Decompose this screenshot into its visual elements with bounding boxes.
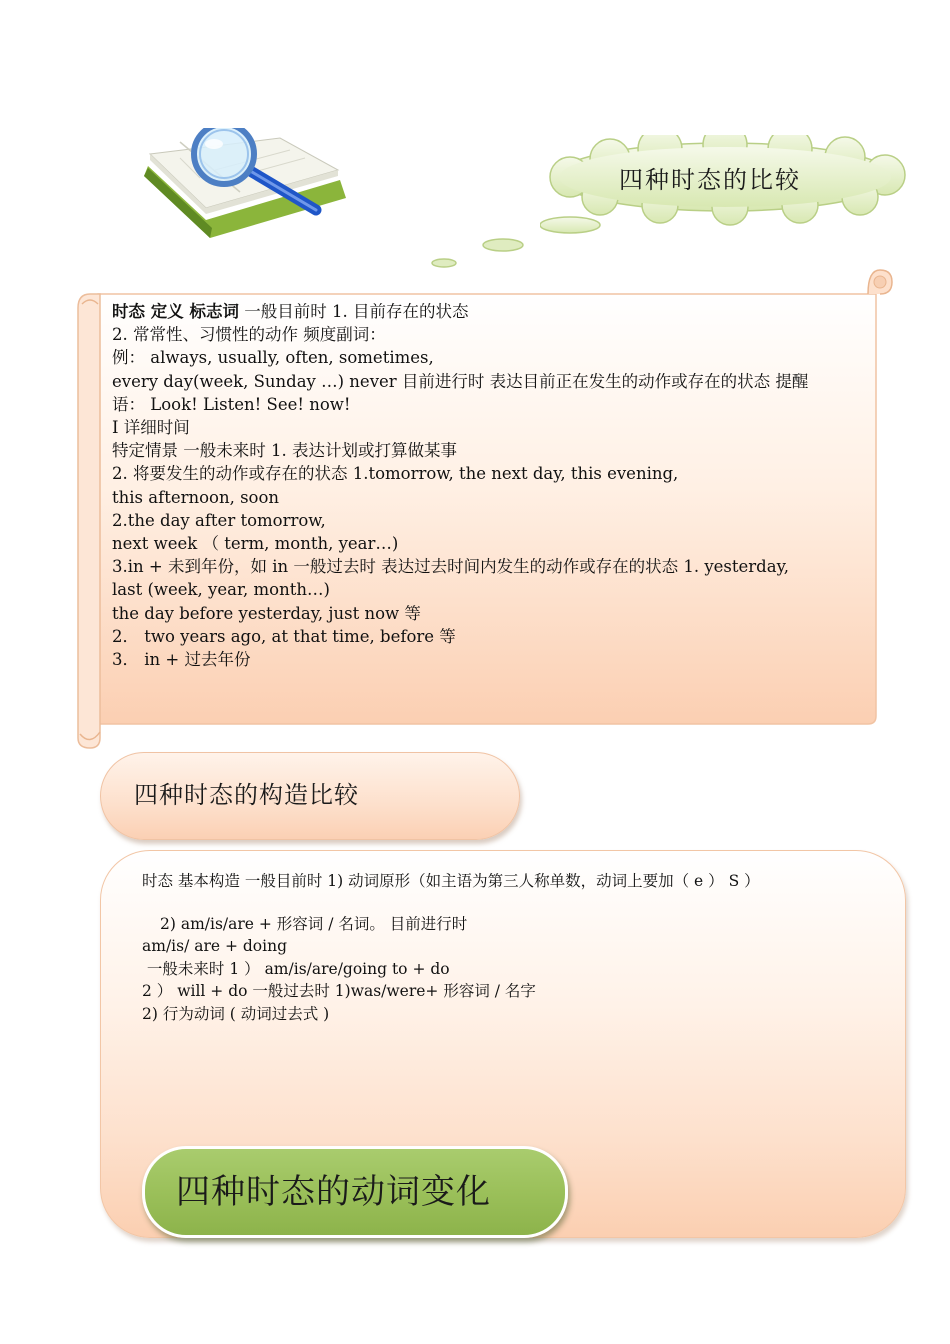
text-line: 特定情景 一般未来时 1. 表达计划或打算做某事 — [112, 441, 457, 461]
text-line: 2 ） will + do 一般过去时 1)was/were+ 形容词 / 名字 — [142, 982, 536, 1000]
text-line: 时态 基本构造 一般目前时 1) 动词原形（如主语为第三人称单数，动词上要加（ e ） S ） — [142, 872, 760, 890]
text-line: 时态 定义 标志词 一般目前时 1. 目前存在的状态 — [112, 302, 469, 321]
text-line: 例： always, usually, often, sometimes, — [112, 348, 434, 368]
text-line: 2) 行为动词 ( 动词过去式 ) — [142, 1004, 330, 1023]
text-line: 2. 常常性、习惯性的动作 频度副词： — [112, 325, 386, 345]
text-line: 2． two years ago, at that time, before 等 — [112, 626, 456, 646]
text-line: 3． in + 过去年份 — [112, 650, 251, 670]
thought-bubbles-icon — [428, 232, 538, 272]
text-line: 2) am/is/are + 形容词 / 名词。 目前进行时 — [160, 914, 468, 933]
text-line: every day(week, Sunday …) never 目前进行时 表达目前正在发生的动作或存在的状态 提醒 — [112, 371, 809, 391]
text-line: last (week, year, month…) — [112, 580, 330, 600]
structure-heading: 四种时态的构造比较 — [134, 781, 359, 809]
text-line: 一般未来时 1 ） am/is/are/going to + do — [142, 959, 450, 978]
text-line: 2. 将要发生的动作或存在的状态 1.tomorrow, the next day, this evening, — [112, 464, 679, 484]
text-line: 语： Look! Listen! See! now! — [112, 394, 351, 414]
tense-definition-text — [112, 300, 864, 671]
thought-cloud-icon — [540, 135, 910, 275]
cloud-title: 四种时态的比较 — [619, 166, 801, 194]
book-magnifier-icon — [140, 128, 350, 238]
text-line: the day before yesterday, just now 等 — [112, 603, 421, 623]
verb-change-heading: 四种时态的动词变化 — [176, 1172, 491, 1212]
structure-text — [142, 870, 882, 1025]
text-line: I 详细时间 — [112, 418, 190, 438]
text-line: am/is/ are + doing — [142, 937, 288, 955]
text-line: 2.the day after tomorrow, — [112, 510, 326, 530]
spacer — [142, 893, 882, 913]
text-line: this afternoon, soon — [112, 487, 280, 507]
text-line: next week （ term, month, year…) — [112, 534, 399, 554]
text-line: 3.in + 未到年份，如 in 一般过去时 表达过去时间内发生的动作或存在的状态 1. yesterday, — [112, 557, 789, 577]
